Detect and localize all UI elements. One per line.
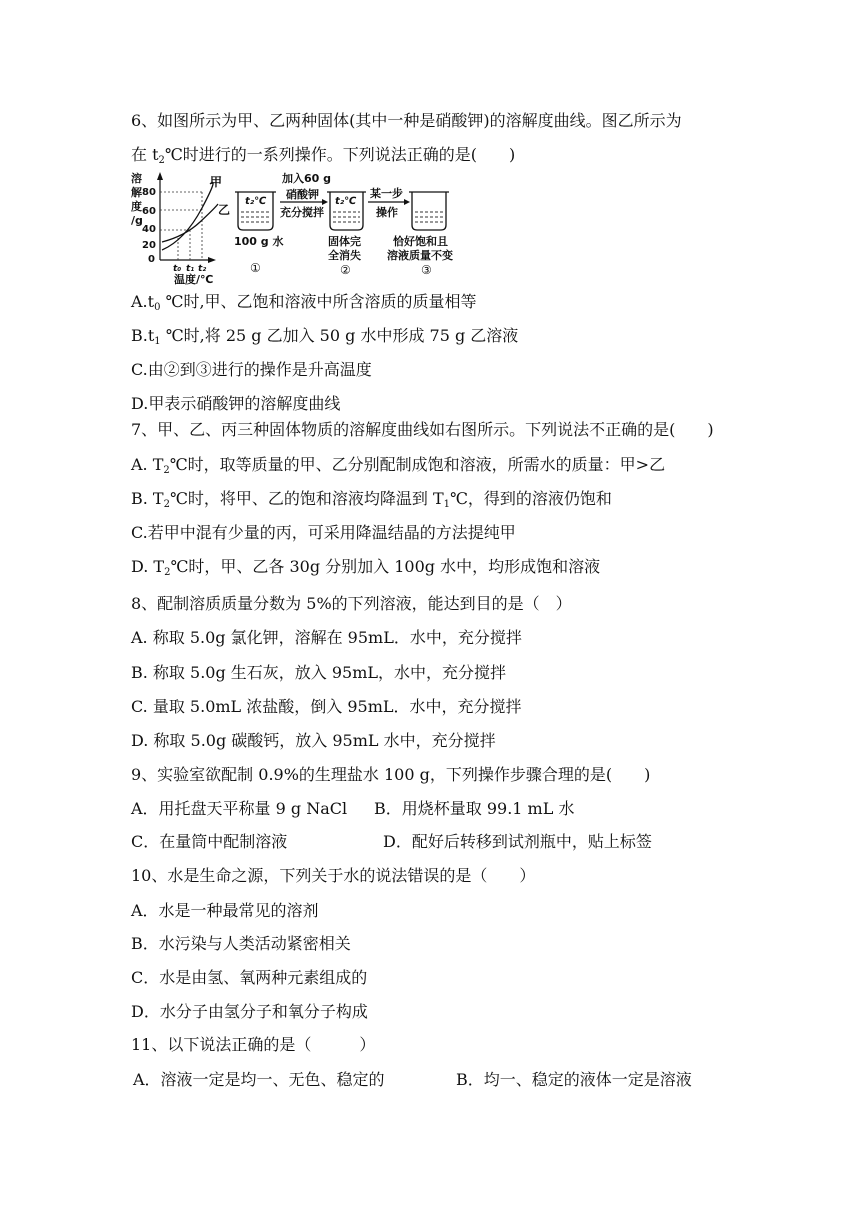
arrow-1-bot: 充分搅拌 xyxy=(280,206,324,219)
arrow-2 xyxy=(368,186,410,219)
q6-option-d[interactable]: D.甲表示硝酸钾的溶解度曲线 xyxy=(131,394,341,413)
q7-opt-b-sub2: 1 xyxy=(443,499,451,510)
beaker-2 xyxy=(327,192,366,277)
q7-option-a[interactable] xyxy=(131,455,665,481)
q6-option-a[interactable] xyxy=(131,292,477,318)
q7-option-b[interactable] xyxy=(131,489,612,515)
q7-opt-b-text1: B. T xyxy=(131,489,164,508)
x-axis-arrow xyxy=(208,257,216,263)
y-ticks xyxy=(142,187,156,265)
beaker-1-num: ① xyxy=(250,261,261,275)
q6-stem-line1 xyxy=(131,111,682,131)
q7-opt-b-text3: ℃，得到的溶液仍饱和 xyxy=(450,489,612,508)
arrow-2-top: 某一步 xyxy=(370,187,403,200)
y-tick-40: 40 xyxy=(142,224,156,235)
arrow-2-bot: 操作 xyxy=(376,206,398,219)
x-axis-label: 温度/℃ xyxy=(174,273,214,285)
y-label-1: 溶 xyxy=(131,172,142,185)
q6-opt-b-sub: 1 xyxy=(154,336,161,347)
q9-option-d[interactable]: D．配好后转移到试剂瓶中，贴上标签 xyxy=(383,832,652,851)
q7-opt-d-sub: 2 xyxy=(164,567,171,578)
q7-opt-d-text2: ℃时，甲、乙各 30g 分别加入 100g 水中，均形成饱和溶液 xyxy=(170,557,601,576)
q6-option-b[interactable] xyxy=(131,326,518,352)
beaker-3-label2: 溶液质量不变 xyxy=(387,249,453,262)
q9-stem: 9、实验室欲配制 0.9%的生理盐水 100 g，下列操作步骤合理的是( ) xyxy=(131,765,651,784)
beaker-3-num: ③ xyxy=(421,263,432,277)
q10-option-a[interactable]: A．水是一种最常见的溶剂 xyxy=(131,901,319,920)
q7-opt-b-text2: ℃时，将甲、乙的饱和溶液均降温到 T xyxy=(169,489,444,508)
q8-option-a[interactable]: A. 称取 5.0g 氯化钾，溶解在 95mL．水中，充分搅拌 xyxy=(131,628,522,647)
q10-option-b[interactable]: B．水污染与人类活动紧密相关 xyxy=(131,934,351,953)
x-tick-t0: t₀ xyxy=(173,264,182,274)
q6-opt-a-text2: ℃时,甲、乙饱和溶液中所含溶质的质量相等 xyxy=(160,292,477,311)
beaker-3 xyxy=(387,192,453,277)
beaker-2-temp: t₂℃ xyxy=(335,196,357,207)
q11-option-a[interactable]: A．溶液一定是均一、无色、稳定的 xyxy=(133,1070,385,1089)
q11-stem: 11、以下说法正确的是（ ） xyxy=(131,1035,376,1054)
solubility-figure xyxy=(130,170,470,285)
beaker-2-label1: 固体完 xyxy=(328,235,361,248)
beaker-2-num: ② xyxy=(340,263,351,277)
q8-option-c[interactable]: C. 量取 5.0mL 浓盐酸，倒入 95mL．水中，充分搅拌 xyxy=(131,697,522,716)
q6-opt-a-sub: 0 xyxy=(154,302,161,313)
curve-yi-label: 乙 xyxy=(218,203,231,217)
q6-opt-b-text2: ℃时,将 25 g 乙加入 50 g 水中形成 75 g 乙溶液 xyxy=(160,326,519,345)
beaker-1-temp: t₂℃ xyxy=(245,196,267,207)
q7-opt-a-text2: ℃时，取等质量的甲、乙分别配制成饱和溶液，所需水的质量：甲>乙 xyxy=(169,455,666,474)
q10-stem: 10、水是生命之源，下列关于水的说法错误的是（ ） xyxy=(131,866,536,885)
q7-option-c[interactable]: C.若甲中混有少量的丙，可采用降温结晶的方法提纯甲 xyxy=(131,523,516,542)
q10-option-c[interactable]: C．水是由氢、氧两种元素组成的 xyxy=(131,968,368,987)
y-label-4: /g xyxy=(131,214,143,227)
y-tick-60: 60 xyxy=(142,206,156,217)
q6-stem-line2 xyxy=(131,145,515,171)
q9-option-c[interactable]: C．在量筒中配制溶液 xyxy=(131,832,288,851)
q7-opt-a-text1: A. T xyxy=(131,455,164,474)
arrow-1-top: 加入60 g xyxy=(282,172,332,185)
x-tick-t1: t₁ xyxy=(186,264,195,274)
arrow-1-mid: 硝酸钾 xyxy=(286,188,319,201)
beaker-3-label1: 恰好饱和且 xyxy=(393,235,448,248)
q6-stem-sub: 2 xyxy=(158,155,165,166)
y-tick-20: 20 xyxy=(142,240,156,251)
curve-jia-label: 甲 xyxy=(210,175,223,189)
y-label-2: 解 xyxy=(131,186,142,199)
y-tick-0: 0 xyxy=(148,254,155,265)
q6-opt-b-text1: B.t xyxy=(131,326,155,345)
q6-stem-text2a: 在 t xyxy=(131,145,159,164)
q6-stem-text2b: ℃时进行的一系列操作。下列说法正确的是( ) xyxy=(164,145,516,164)
q9-option-a[interactable]: A．用托盘天平称量 9 g NaCl xyxy=(131,799,348,818)
beaker-1 xyxy=(234,192,284,275)
q6-option-c[interactable]: C.由②到③进行的操作是升高温度 xyxy=(131,360,372,379)
q8-option-b[interactable]: B. 称取 5.0g 生石灰，放入 95mL，水中，充分搅拌 xyxy=(131,663,507,682)
q6-stem-text1: 6、如图所示为甲、乙两种固体(其中一种是硝酸钾)的溶解度曲线。图乙所示为 xyxy=(131,111,682,130)
q6-opt-a-text1: A.t xyxy=(131,292,155,311)
x-tick-t2: t₂ xyxy=(198,264,207,274)
q7-option-d[interactable] xyxy=(131,557,600,583)
q10-option-d[interactable]: D．水分子由氢分子和氧分子构成 xyxy=(131,1002,368,1021)
y-axis-arrow xyxy=(157,172,163,180)
y-tick-80: 80 xyxy=(142,187,156,198)
beaker-2-label2: 全消失 xyxy=(328,249,361,262)
beaker-1-label: 100 g 水 xyxy=(234,235,284,248)
q8-stem: 8、配制溶质质量分数为 5%的下列溶液，能达到目的是（ ） xyxy=(131,594,572,613)
q7-opt-d-text1: D. T xyxy=(131,557,165,576)
q8-option-d[interactable]: D. 称取 5.0g 碳酸钙，放入 95mL 水中，充分搅拌 xyxy=(131,731,496,750)
y-axis-label xyxy=(131,171,143,227)
q11-option-b[interactable]: B．均一、稳定的液体一定是溶液 xyxy=(456,1070,692,1089)
q9-option-b[interactable]: B．用烧杯量取 99.1 mL 水 xyxy=(374,799,575,818)
q7-opt-a-sub: 2 xyxy=(163,465,170,476)
q7-stem: 7、甲、乙、丙三种固体物质的溶解度曲线如右图所示。下列说法不正确的是( ) xyxy=(131,420,714,439)
arrow-1 xyxy=(280,171,331,219)
y-label-3: 度 xyxy=(131,200,142,213)
q7-opt-b-sub: 2 xyxy=(163,499,170,510)
